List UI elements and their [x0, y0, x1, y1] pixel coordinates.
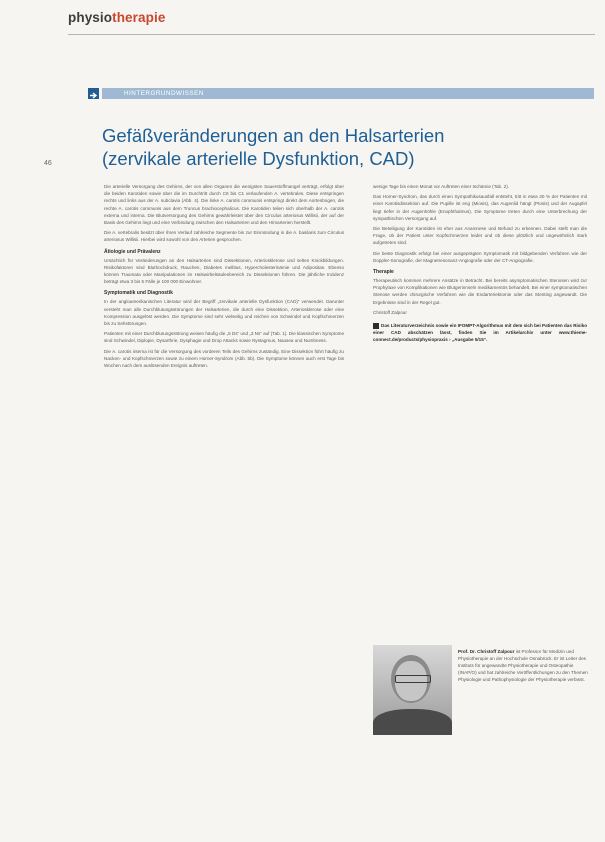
author-photo — [373, 645, 452, 735]
author-bio — [458, 648, 588, 683]
article-title: Gefäßveränderungen an den Halsarterien (zervikale arterielle Dysfunktion, CAD) — [102, 125, 445, 170]
brand-logo — [68, 10, 165, 25]
header-rule — [68, 34, 595, 35]
paragraph: Therapeutisch kommen mehrere Ansätze in Betracht. Bei bereits asymptomatischen Stenosen wird zur Prophylaxe von Komplikationen wie Blutgerinnseln medikamentös behandelt. Bei einer symptomatischen Stenose werden chirurgische Verfahren wie die Endarteriektomie oder das Stenting angewandt. Die Ergebnisse sind in der Regel gut. — [373, 278, 587, 305]
literature-note: Das Literaturverzeichnis sowie ein IFOMPT-Algorithmus mit dem sich bei Patienten das Risiko einer CAD abschätzen lässt, finden Sie im Artikelarchiv unter www.thieme-connect.de/products/physiopraxis › „Ausgabe 5/15“. — [373, 323, 587, 343]
section-heading: Therapie — [373, 269, 394, 276]
paragraph: Das Horner-Syndrom, das durch einen Sympathikusausfall entsteht, tritt in etwa 30 % der Patienten mit einer Karotisdissektion auf. Die Pupille ist eng (Miosis), das Augenlid hängt (Ptosis) und der Augapfel liegt tiefer in der Augenhöhle (Enophthalmus). Die Symptome treten durch eine Unterbrechung der sympathischen Versorgung auf. — [373, 194, 587, 221]
page-number: 46 — [44, 160, 52, 167]
arrow-icon — [373, 323, 379, 329]
paragraph: Patienten mit einer Durchblutungsstörung weisen häufig die „5 Ds“ und „3 Ns“ auf (Tab. 1). Die klassischen Symptome sind Schwindel, Diplopie, Dysarthrie, Dysphagie und Drop Attacks sowie Nystagmus, Nausea und Numbness. — [104, 331, 345, 344]
paragraph: wenige Tage bis einen Monat vor Auftreten einer Ischämie (Tab. 2). — [373, 184, 510, 189]
arrow-icon — [88, 88, 99, 99]
brand-part2: therapie — [112, 10, 166, 25]
paragraph: Die arterielle Versorgung des Gehirns, der von allen Organen die wenigsten Sauerstoffmangel verträgt, erfolgt über die beiden Karotiden sowie über die im Durchtritt durch C6 bis C1 verlaufenden A. vertebrales. Diese entspringen rechts und links aus der A. subclavia (Abb. 4). Die linke A. carotis communis entspringt direkt dem Aortenbogen, die rechte A. carotis communis aus dem Truncus brachiocephalicus. Die Karotiden teilen sich oberhalb der A. carotis externa und interna. Die Blutversorgung des Gehirns gewährleistet über den Circulus arteriosus Willisii, der auf der Basis des Gehirns liegt und eine Verbindung zwischen den Halsarterien und den Hirnarterien herstellt. — [104, 184, 344, 226]
author-bio-text: ist Professor für Medizin und Physiotherapie an der Hochschule Osnabrück. Er ist Leiter des Instituts für angewandte Physiotherapie und Osteopathie (INAP/O) und hat zahlreiche Veröffentlichungen zu den Themen Physiologie und Pathophysiologie der Physiotherapie verfasst. — [458, 649, 588, 682]
kicker-bar — [102, 88, 594, 99]
section-kicker — [88, 88, 588, 99]
paragraph: Die beste Diagnostik erfolgt bei einer ausgeprägten Symptomatik mit bildgebenden Verfahren wie der Doppler-Sonografie, der Magnetresonanz-Angiografie oder der CT-Angiografie. — [373, 250, 587, 263]
paragraph: Ursächlich für Veränderungen an den Halsarterien sind Dissektionen, Arteriosklerose und selten Knickbildungen. Risikofaktoren sind Bluthochdruck, Rauchen, Diabetes mellitus, Hypercholesterinämie und Adipositas. Ebenso können Traumata oder Manipulationen im Halswirbelsäulenbereich zu Dissektionen führen. Die jährliche Inzidenz beträgt etwa 3 bis 5 Fälle je 100 000 Einwohner. — [104, 257, 344, 285]
author-name: Prof. Dr. Christoff Zalpour — [458, 649, 515, 654]
brand-part1: physio — [68, 10, 113, 25]
paragraph: In der angloamerikanischen Literatur wird der Begriff „zervikale arterielle Dysfunktion (CAD)“ verwendet. Darunter versteht man alle Durchblutungsstörungen der Halsarterien, die durch eine Dissektion, Arteriosklerose oder eine Kompression ausgelöst werden. Die Symptome sind sehr vielseitig und reichen von Schwindel und Kopfschmerzen bis zu Sehstörungen. — [104, 299, 344, 327]
section-heading: Ätiologie und Prävalenz — [104, 248, 161, 255]
kicker-label: HINTERGRUNDWISSEN — [124, 89, 204, 97]
paragraph: Christoff Zalpour — [373, 309, 407, 315]
section-heading: Symptomatik und Diagnostik — [104, 290, 173, 297]
paragraph: Die A. vertebralis besitzt über ihren Verlauf zahlreiche Segmente bis zur Einmündung in die A. basilaris zum Circulus arteriosus Willisii. Hierbei wird sowohl von den Arterien gesprochen. — [104, 230, 344, 243]
paragraph: Die A. carotis interna ist für die Versorgung des vorderen Teils des Gehirns zuständig. Eine Dissektion führt häufig zu Nacken- und Kopfschmerzen sowie zu einem Horner-Syndrom (Abb. 5b). Die Symptome können auch erst Tage bis Wochen nach dem auslösenden Ereignis auftreten. — [104, 348, 344, 369]
article-column-2 — [373, 183, 587, 347]
article-column-1 — [104, 183, 344, 372]
paragraph: Die Beteiligung der Karotiden ist eher aus Anamnese und Befund zu erkennen. Dabei stellt man die Frage, ob der Patient unter Kopfschmerzen leidet und ob diese plötzlich und ungewöhnlich stark aufgetreten sind. — [373, 226, 587, 246]
